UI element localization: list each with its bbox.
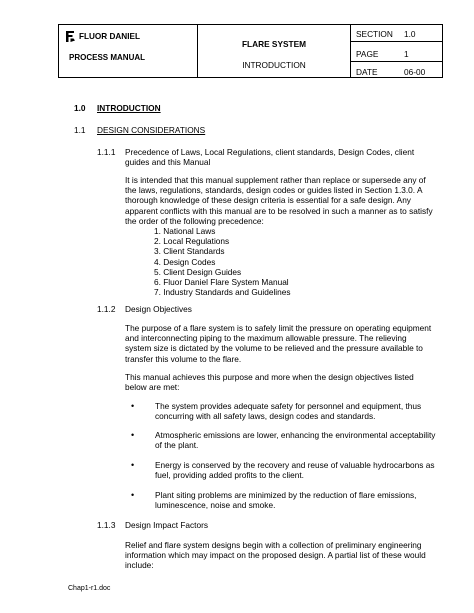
- list-item: 4. Design Codes: [154, 256, 216, 267]
- bullet-icon: •: [131, 401, 135, 411]
- paragraph-line: below are met:: [125, 382, 180, 393]
- page-value: 1: [404, 49, 409, 59]
- s111-title-line: Precedence of Laws, Local Regulations, client standards, Design Codes, client: [125, 147, 415, 157]
- paragraph-line: information which may impact on the proposed design. A partial list of these would: [125, 550, 426, 561]
- bullet-line: Energy is conserved by the recovery and reuse of valuable hydrocarbons as: [155, 460, 435, 470]
- meta-divider: [351, 61, 442, 62]
- heading1-title: INTRODUCTION: [97, 103, 161, 113]
- bullet-line: luminescence, noise and smoke.: [155, 500, 276, 511]
- date-label: DATE: [356, 67, 378, 77]
- manual-title: PROCESS MANUAL: [69, 53, 146, 62]
- bullet-line: of the plant.: [155, 440, 199, 451]
- header-title-cell: [198, 25, 351, 78]
- page-label: PAGE: [356, 49, 379, 59]
- paragraph-line: system size is dictated by the volume to be relieved and the pressure available to: [125, 343, 423, 354]
- paragraph-line: The purpose of a flare system is to safely limit the pressure on operating equipment: [125, 323, 432, 333]
- paragraph-line: transfer this volume to the flare.: [125, 353, 242, 364]
- fluor-daniel-logo-icon: [64, 30, 76, 43]
- header-table: [58, 24, 443, 78]
- list-item: 5. Client Design Guides: [154, 266, 242, 277]
- s111-title-line: guides and this Manual: [125, 157, 211, 168]
- paragraph-line: include:: [125, 560, 154, 571]
- section-label: SECTION: [356, 29, 393, 39]
- s113-paragraph: [125, 540, 450, 571]
- s112-title: Design Objectives: [125, 304, 192, 314]
- system-title: FLARE SYSTEM: [241, 39, 307, 49]
- paragraph-line: the order of the following precedence:: [125, 215, 264, 226]
- bullet-line: fuel, providing added profits to the client.: [155, 470, 304, 481]
- paragraph-line: the laws, regulations, standards, design codes or guides listed in Section 1.3.0. A: [125, 185, 423, 196]
- heading2-number: 1.1: [74, 125, 86, 135]
- s111-number: 1.1.1: [97, 147, 116, 157]
- bullet-icon: •: [131, 490, 135, 500]
- paragraph-line: It is intended that this manual supplement rather than replace or supersede any of: [125, 175, 426, 185]
- date-value: 06-00: [404, 67, 426, 77]
- s111-paragraph: [125, 175, 450, 226]
- paragraph-line: apparent conflicts with this manual are to be resolved in such a manner as to satisfy: [125, 205, 433, 216]
- s112-number: 1.1.2: [97, 304, 116, 314]
- precedence-list: [154, 226, 291, 297]
- heading2-title: DESIGN CONSIDERATIONS: [97, 125, 206, 135]
- header-company-cell: [59, 25, 198, 78]
- s112-paragraph2: [125, 372, 450, 392]
- list-item: 2. Local Regulations: [154, 236, 230, 247]
- chapter-title: INTRODUCTION: [242, 60, 306, 70]
- paragraph-line: and interconnecting piping to the maximum allowable pressure. The relieving: [125, 333, 407, 344]
- footer-filename: Chap1-r1.doc: [68, 585, 111, 592]
- list-item: 7. Industry Standards and Guidelines: [154, 287, 291, 298]
- list-item: 1. National Laws: [154, 226, 216, 236]
- bullet-line: Atmospheric emissions are lower, enhancing the environmental acceptability: [155, 430, 436, 440]
- header-meta-cell: [351, 25, 443, 78]
- paragraph-line: thorough knowledge of these design criteria is essential for a safe design. Any: [125, 195, 411, 206]
- section-value: 1.0: [404, 29, 416, 39]
- meta-divider: [351, 41, 442, 42]
- bullet-line: concurring with all safety laws, design codes and standards.: [155, 411, 376, 422]
- paragraph-line: This manual achieves this purpose and more when the design objectives listed: [125, 372, 414, 382]
- heading1-number: 1.0: [74, 103, 86, 113]
- bullet-line: Plant siting problems are minimized by the reduction of flare emissions,: [155, 490, 417, 500]
- list-item: 6. Fluor Daniel Flare System Manual: [154, 277, 289, 288]
- s111-title: [125, 147, 445, 167]
- bullet-icon: •: [131, 460, 135, 470]
- paragraph-line: Relief and flare system designs begin with a collection of preliminary engineering: [125, 540, 422, 550]
- list-item: 3. Client Standards: [154, 246, 225, 257]
- s112-paragraph1: [125, 323, 450, 364]
- company-name: FLUOR DANIEL: [79, 32, 140, 41]
- s113-number: 1.1.3: [97, 520, 116, 530]
- bullet-line: The system provides adequate safety for personnel and equipment, thus: [155, 401, 422, 411]
- bullet-icon: •: [131, 430, 135, 440]
- s113-title: Design Impact Factors: [125, 520, 208, 530]
